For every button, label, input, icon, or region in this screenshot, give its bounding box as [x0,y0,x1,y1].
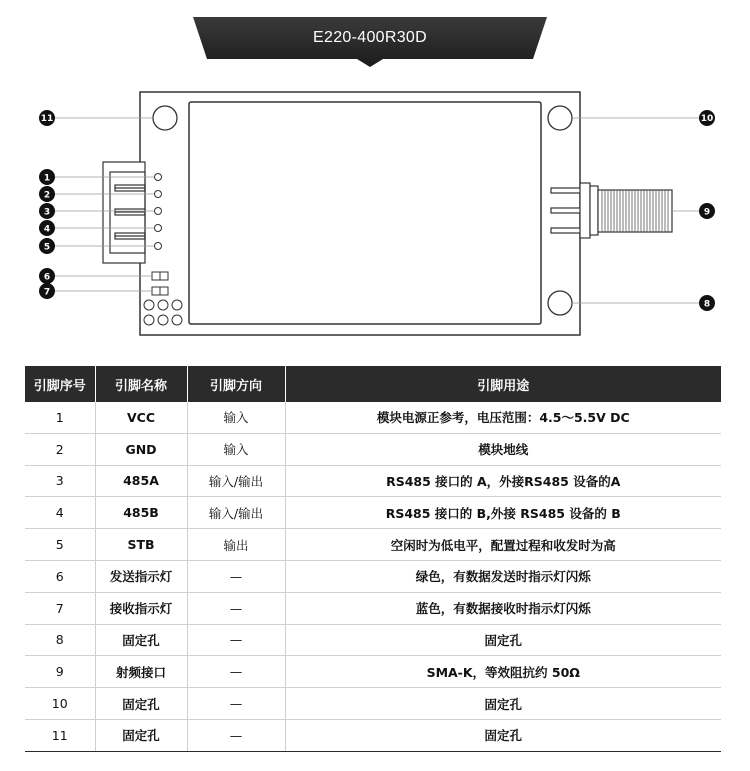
table-row [25,560,721,592]
table-row [25,465,721,497]
pin-direction: — [187,688,285,720]
module-shield [189,102,541,324]
pin-number: 1 [25,402,95,433]
pin-name: GND [95,433,187,465]
pin-function: 固定孔 [285,719,721,751]
pin-name: 485B [95,497,187,529]
pin-number: 11 [25,719,95,751]
pin-direction: — [187,624,285,656]
pin-function: 绿色，有数据发送时指示灯闪烁 [285,560,721,592]
module-title: E220-400R30D [313,29,427,46]
pin-number: 6 [25,560,95,592]
callout-11 [39,110,55,126]
table-row [25,433,721,465]
pin-direction: — [187,719,285,751]
header-pin-function: 引脚用途 [285,366,721,402]
callout-3 [39,203,55,219]
pin-name: STB [95,529,187,561]
svg-text:11: 11 [40,114,54,124]
pin-function: 固定孔 [285,688,721,720]
pin-function: 固定孔 [285,624,721,656]
svg-text:8: 8 [703,299,711,310]
pin-function: 模块电源正参考，电压范围：4.5～5.5V DC [285,402,721,433]
table-row [25,688,721,720]
svg-text:10: 10 [700,114,714,124]
pin-direction: — [187,592,285,624]
pin-function: RS485 接口的 B,外接 RS485 设备的 B [285,497,721,529]
callout-7 [39,283,55,299]
pin-name: VCC [95,402,187,433]
pin-name: 射频接口 [95,656,187,688]
callout-6 [39,268,55,284]
pin-number: 5 [25,529,95,561]
pin-name: 固定孔 [95,624,187,656]
pin-direction: — [187,560,285,592]
pin-name: 固定孔 [95,719,187,751]
pin-function: 空闲时为低电平，配置过程和收发时为高 [285,529,721,561]
pin-direction: — [187,656,285,688]
svg-text:5: 5 [43,242,51,253]
sma-connector [551,183,672,238]
callout-8 [699,295,715,311]
pin-function: SMA-K，等效阻抗约 50Ω [285,656,721,688]
pin-direction: 输入 [187,402,285,433]
pin-direction: 输出 [187,529,285,561]
table-row [25,656,721,688]
pin-name: 固定孔 [95,688,187,720]
header-pin-name: 引脚名称 [95,366,187,402]
pin-number: 3 [25,465,95,497]
callout-5 [39,238,55,254]
table-row [25,402,721,433]
callout-4 [39,220,55,236]
svg-text:3: 3 [43,207,51,218]
pin-name: 发送指示灯 [95,560,187,592]
svg-text:6: 6 [43,272,51,283]
pin-function: 蓝色，有数据接收时指示灯闪烁 [285,592,721,624]
pin-number: 2 [25,433,95,465]
pin-table [25,366,721,752]
callout-1 [39,169,55,185]
table-row [25,497,721,529]
table-row [25,529,721,561]
pin-number: 7 [25,592,95,624]
svg-text:2: 2 [43,190,51,201]
callout-9 [699,203,715,219]
pin-name: 485A [95,465,187,497]
table-row [25,719,721,751]
svg-text:9: 9 [703,207,711,218]
table-row [25,624,721,656]
pin-number: 4 [25,497,95,529]
module-diagram [0,0,750,350]
pin-direction: 输入 [187,433,285,465]
table-header-row [25,366,721,402]
callout-10 [699,110,715,126]
pin-name: 接收指示灯 [95,592,187,624]
pin-number: 8 [25,624,95,656]
svg-text:4: 4 [43,224,51,235]
pin-number: 10 [25,688,95,720]
callout-2 [39,186,55,202]
pin-direction: 输入/输出 [187,497,285,529]
header-pin-number: 引脚序号 [25,366,95,402]
pin-number: 9 [25,656,95,688]
pin-function: 模块地线 [285,433,721,465]
pin-direction: 输入/输出 [187,465,285,497]
header-pin-direction: 引脚方向 [187,366,285,402]
svg-text:1: 1 [43,173,51,184]
table-row [25,592,721,624]
svg-text:7: 7 [43,287,51,298]
pin-function: RS485 接口的 A，外接RS485 设备的A [285,465,721,497]
